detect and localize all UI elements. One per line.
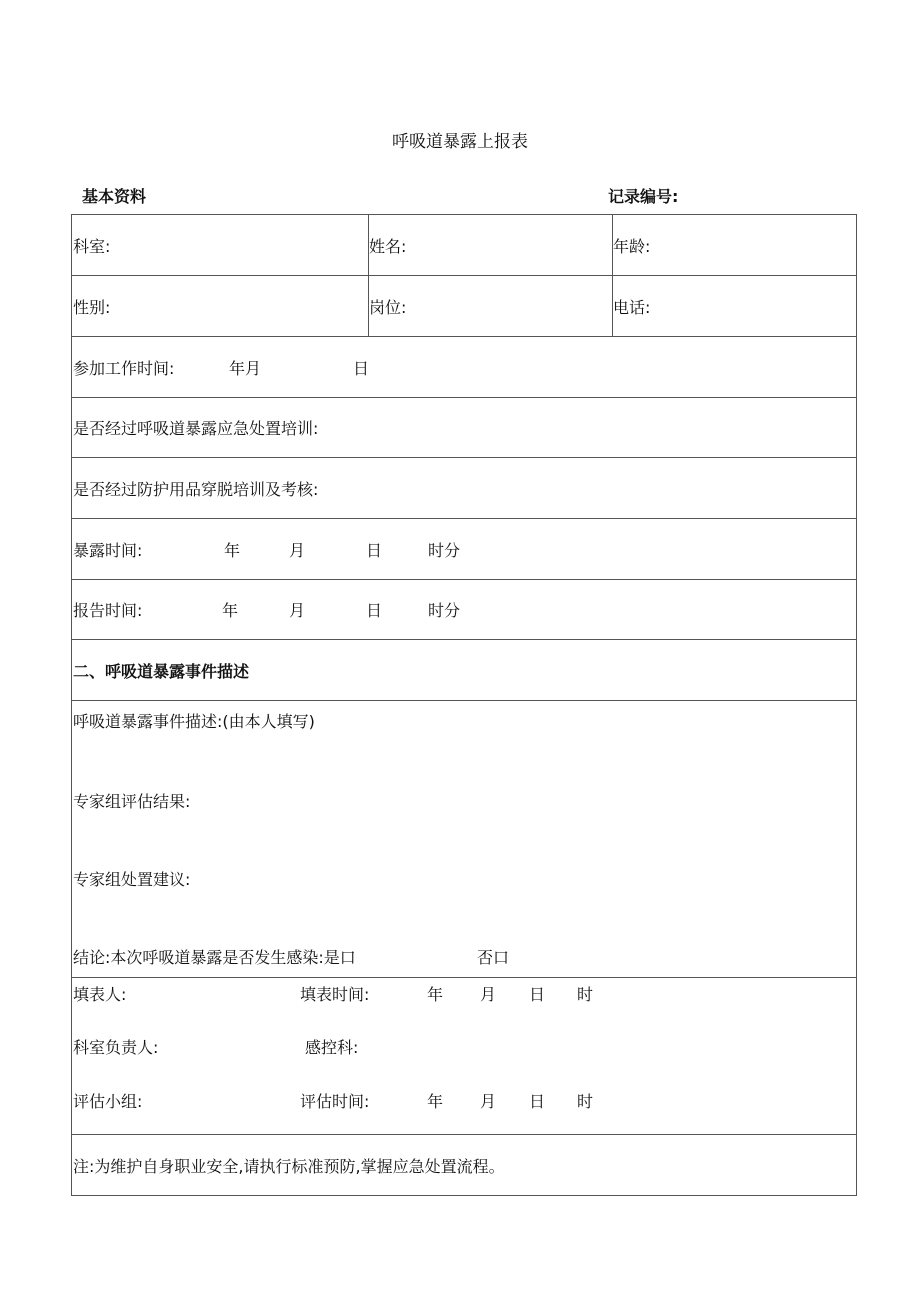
conclusion-yes-checkbox[interactable]: 结论:本次呼吸道暴露是否发生感染:是口	[73, 948, 356, 967]
work-start-year-month: 年月	[229, 359, 262, 378]
document-title: 呼吸道暴露上报表	[392, 132, 528, 152]
respiratory-training-field[interactable]: 是否经过呼吸道暴露应急处置培训:	[73, 419, 319, 438]
row-divider	[72, 1134, 856, 1135]
row-divider	[72, 275, 856, 276]
exposure-month-unit: 月	[289, 541, 306, 560]
expert-evaluation-field[interactable]: 专家组评估结果:	[73, 792, 191, 811]
row-divider	[72, 700, 856, 701]
section-basic-heading: 基本资料	[82, 187, 147, 206]
exposure-day-unit: 日	[366, 541, 383, 560]
event-description-field[interactable]: 呼吸道暴露事件描述:(由本人填写)	[73, 712, 315, 731]
row-divider	[72, 579, 856, 580]
work-start-day: 日	[353, 359, 370, 378]
eval-day-unit: 日	[529, 1092, 546, 1111]
work-start-field[interactable]: 参加工作时间:	[73, 359, 175, 378]
row-divider	[72, 457, 856, 458]
filler-field[interactable]: 填表人:	[73, 985, 127, 1004]
row-divider	[72, 518, 856, 519]
record-number-label: 记录编号:	[608, 187, 679, 206]
position-field[interactable]: 岗位:	[369, 298, 407, 317]
department-field[interactable]: 科室:	[73, 237, 111, 256]
fill-time-field[interactable]: 填表时间:	[300, 985, 370, 1004]
exposure-hourmin-unit: 时分	[428, 541, 461, 560]
name-field[interactable]: 姓名:	[369, 237, 407, 256]
report-time-field[interactable]: 报告时间:	[73, 601, 143, 620]
ppe-training-field[interactable]: 是否经过防护用品穿脱培训及考核:	[73, 480, 319, 499]
fill-month-unit: 月	[480, 985, 497, 1004]
safety-note: 注:为维护自身职业安全,请执行标准预防,掌握应急处置流程。	[73, 1157, 505, 1176]
fill-hour-unit: 时	[577, 985, 594, 1004]
row-divider	[72, 639, 856, 640]
evaluation-group-field[interactable]: 评估小组:	[73, 1092, 143, 1111]
conclusion-no-checkbox[interactable]: 否口	[477, 948, 510, 967]
exposure-time-field[interactable]: 暴露时间:	[73, 541, 143, 560]
row-divider	[72, 977, 856, 978]
expert-advice-field[interactable]: 专家组处置建议:	[73, 870, 191, 889]
row-divider	[72, 397, 856, 398]
report-month-unit: 月	[289, 601, 306, 620]
eval-year-unit: 年	[427, 1092, 444, 1111]
exposure-year-unit: 年	[224, 541, 241, 560]
gender-field[interactable]: 性别:	[73, 298, 111, 317]
report-hourmin-unit: 时分	[428, 601, 461, 620]
age-field[interactable]: 年龄:	[613, 237, 651, 256]
phone-field[interactable]: 电话:	[613, 298, 651, 317]
section-two-heading: 二、呼吸道暴露事件描述	[73, 662, 250, 681]
infection-control-field[interactable]: 感控科:	[305, 1038, 359, 1057]
fill-day-unit: 日	[529, 985, 546, 1004]
row-divider	[72, 336, 856, 337]
report-form	[71, 214, 857, 1196]
dept-head-field[interactable]: 科室负责人:	[73, 1038, 159, 1057]
report-day-unit: 日	[366, 601, 383, 620]
eval-hour-unit: 时	[577, 1092, 594, 1111]
eval-month-unit: 月	[480, 1092, 497, 1111]
fill-year-unit: 年	[427, 985, 444, 1004]
report-year-unit: 年	[222, 601, 239, 620]
evaluation-time-field[interactable]: 评估时间:	[300, 1092, 370, 1111]
